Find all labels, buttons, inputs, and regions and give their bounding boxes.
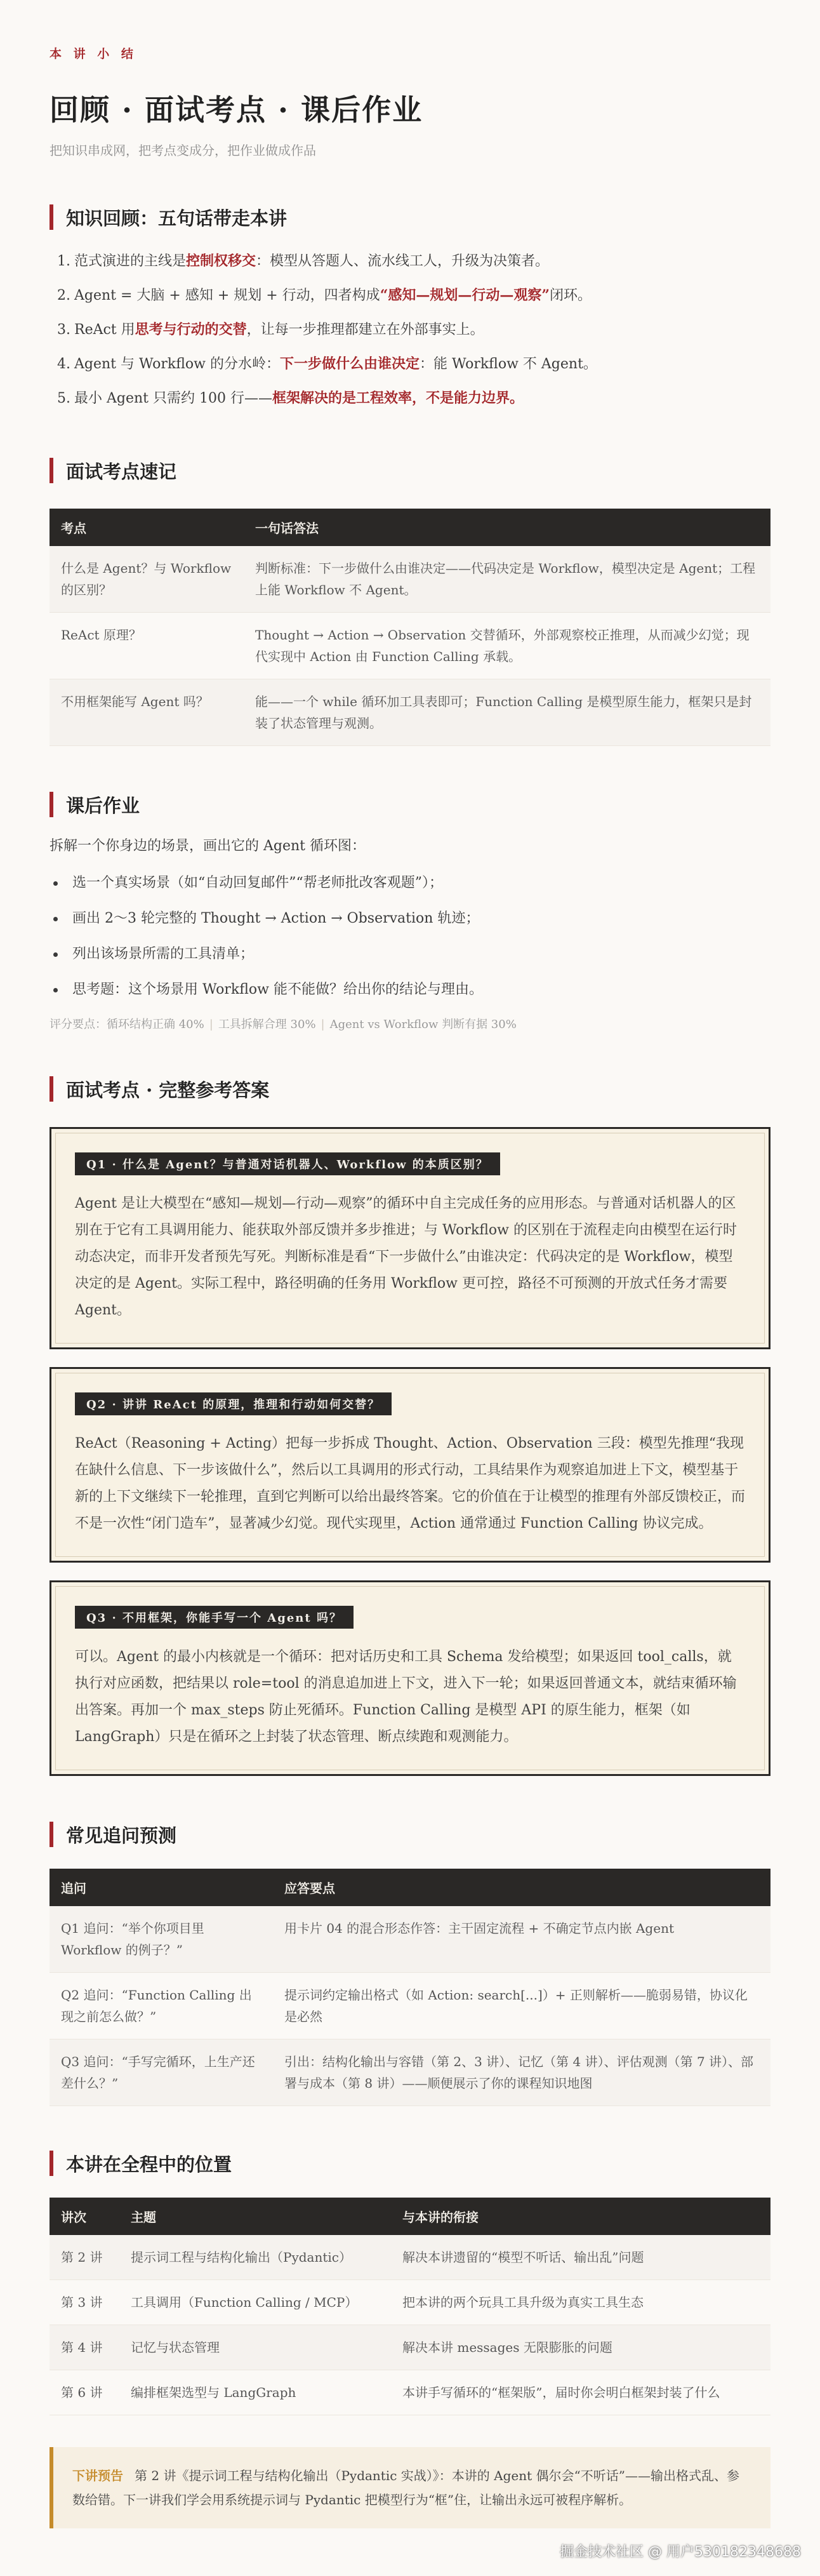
table-row <box>50 679 770 746</box>
answer-text: Agent 是让大模型在“感知—规划—行动—观察”的循环中自主完成任务的应用形态。与普通对话机器人的区别在于它有工具调用能力、能获取外部反馈并多步推进；与 Workflow 的区别在于流程走向由模型在运行时动态决定，而非开发者预先写死。判断标准是看“下一步做什么”由谁决定：代码决定的是 Workflow，模型决定的是 Agent。实际工程中，路径明确的任务用 Workflow 更可控，路径不可预测的开放式任务才需要 Agent。 <box>75 1196 737 1318</box>
question-tag: Q2 · 讲讲 ReAct 的原理，推理和行动如何交替？ <box>75 1392 392 1415</box>
list-item: 列出该场景所需的工具清单； <box>72 944 770 964</box>
column-header: 与本讲的衔接 <box>391 2198 770 2235</box>
table-cell: 编排框架选型与 LangGraph <box>119 2370 391 2415</box>
table-cell: Q2 追问：“Function Calling 出现之前怎么做？” <box>50 1973 273 2039</box>
table-row <box>50 2370 770 2415</box>
table-cell: 能——一个 while 循环加工具表即可；Function Calling 是模型原生能力，框架只是封装了状态管理与观测。 <box>244 679 770 746</box>
page-title: 回顾 · 面试考点 · 课后作业 <box>50 93 423 127</box>
table-cell: 第 2 讲 <box>50 2235 119 2280</box>
table-cell: 第 6 讲 <box>50 2370 119 2415</box>
table-row <box>50 1906 770 1973</box>
question-tag: Q3 · 不用框架，你能手写一个 Agent 吗？ <box>75 1606 354 1629</box>
table-row <box>50 2235 770 2280</box>
eyebrow-label: 本 讲 小 结 <box>50 47 137 61</box>
list-item: 2. Agent = 大脑 + 感知 + 规划 + 行动，四者构成“感知—规划—行动—观察”闭环。 <box>57 287 592 304</box>
table-row <box>50 613 770 679</box>
list-item: 3. ReAct 用思考与行动的交替，让每一步推理都建立在外部事实上。 <box>57 321 484 338</box>
scoring-note: 评分要点：循环结构正确 40% | 工具拆解合理 30% | Agent vs Workflow 判断有据 30% <box>50 1018 517 1031</box>
homework-list <box>50 873 770 1000</box>
table-cell: 记忆与状态管理 <box>119 2325 391 2370</box>
watermark: 掘金技术社区 @ 用户530182348688 <box>560 2544 801 2560</box>
table-row <box>50 1973 770 2039</box>
position-section-title: 本讲在全程中的位置 <box>50 2151 770 2176</box>
answer-text: ReAct（Reasoning + Acting）把每一步拆成 Thought、Action、Observation 三段：模型先推理“我现在缺什么信息、下一步该做什么”，然后以工具调用的形式行动，工具结果作为观察追加进上下文，模型基于新的上下文继续下一轮推理，直到它判断可以给出最终答案。它的价值在于让模型的推理有外部反馈校正，而不是一次性“闭门造车”，显著减少幻觉。现代实现里，Action 通常通过 Function Calling 协议完成。 <box>75 1436 746 1532</box>
table-cell: 解决本讲 messages 无限膨胀的问题 <box>391 2325 770 2370</box>
list-item: 画出 2～3 轮完整的 Thought → Action → Observation 轨迹； <box>72 909 770 929</box>
recap-section-title: 知识回顾：五句话带走本讲 <box>50 204 770 230</box>
table-cell: 什么是 Agent？与 Workflow 的区别？ <box>50 546 244 613</box>
page-subtitle: 把知识串成网，把考点变成分，把作业做成作品 <box>50 143 316 158</box>
list-item: 5. 最小 Agent 只需约 100 行——框架解决的是工程效率，不是能力边界。 <box>57 390 524 406</box>
answer-card-q2 <box>50 1367 770 1563</box>
table-cell: 提示词工程与结构化输出（Pydantic） <box>119 2235 391 2280</box>
table-cell: 提示词约定输出格式（如 Action: search[...]）+ 正则解析——脆弱易错，协议化是必然 <box>273 1973 770 2039</box>
table-cell: Q3 追问：“手写完循环，上生产还差什么？” <box>50 2039 273 2106</box>
followups-table <box>50 1869 770 2106</box>
answer-card-q3 <box>50 1580 770 1776</box>
column-header: 一句话答法 <box>244 509 770 546</box>
table-cell: 解决本讲遗留的“模型不听话、输出乱”问题 <box>391 2235 770 2280</box>
table-cell: 判断标准：下一步做什么由谁决定——代码决定是 Workflow，模型决定是 Agent；工程上能 Workflow 不 Agent。 <box>244 546 770 613</box>
table-row <box>50 2280 770 2325</box>
position-table <box>50 2198 770 2415</box>
table-row <box>50 546 770 613</box>
column-header: 考点 <box>50 509 244 546</box>
table-cell: ReAct 原理？ <box>50 613 244 679</box>
table-cell: 第 4 讲 <box>50 2325 119 2370</box>
answer-card-q1 <box>50 1127 770 1349</box>
homework-intro: 拆解一个你身边的场景，画出它的 Agent 循环图： <box>50 838 366 854</box>
table-cell: Q1 追问：“举个你项目里 Workflow 的例子？” <box>50 1906 273 1973</box>
list-item: 思考题：这个场景用 Workflow 能不能做？给出你的结论与理由。 <box>72 980 770 1000</box>
column-header: 追问 <box>50 1869 273 1906</box>
list-item: 4. Agent 与 Workflow 的分水岭：下一步做什么由谁决定：能 Workflow 不 Agent。 <box>57 356 597 372</box>
answers-section-title: 面试考点 · 完整参考答案 <box>50 1076 770 1102</box>
table-cell: 把本讲的两个玩具工具升级为真实工具生态 <box>391 2280 770 2325</box>
answer-text: 可以。Agent 的最小内核就是一个循环：把对话历史和工具 Schema 发给模型；如果返回 tool_calls，就执行对应函数，把结果以 role=tool 的消息追加进上下文，进入下一轮；如果返回普通文本，就结束循环输出答案。再加一个 max_steps 防止死循环。Function Calling 是模型 API 的原生能力，框架（如 LangGraph）只是在循环之上封装了状态管理、断点续跑和观测能力。 <box>75 1649 737 1745</box>
table-row <box>50 2039 770 2106</box>
table-cell: 第 3 讲 <box>50 2280 119 2325</box>
interview-section-title: 面试考点速记 <box>50 458 770 483</box>
table-cell: 工具调用（Function Calling / MCP） <box>119 2280 391 2325</box>
question-tag: Q1 · 什么是 Agent？与普通对话机器人、Workflow 的本质区别？ <box>75 1152 500 1175</box>
table-cell: 引出：结构化输出与容错（第 2、3 讲）、记忆（第 4 讲）、评估观测（第 7 讲）、部署与成本（第 8 讲）——顺便展示了你的课程知识地图 <box>273 2039 770 2106</box>
homework-section-title: 课后作业 <box>50 792 770 817</box>
preview-text: 第 2 讲《提示词工程与结构化输出（Pydantic 实战）》：本讲的 Agent 偶尔会“不听话”——输出格式乱、参数给错。下一讲我们学会用系统提示词与 Pydantic 把模型行为“框”住，让输出永远可被程序解析。 <box>72 2468 739 2507</box>
table-cell: Thought → Action → Observation 交替循环，外部观察校正推理，从而减少幻觉；现代实现中 Action 由 Function Calling 承载。 <box>244 613 770 679</box>
table-row <box>50 2325 770 2370</box>
column-header: 主题 <box>119 2198 391 2235</box>
table-cell: 用卡片 04 的混合形态作答：主干固定流程 + 不确定节点内嵌 Agent <box>273 1906 770 1973</box>
followups-section-title: 常见追问预测 <box>50 1822 770 1847</box>
list-item: 1. 范式演进的主线是控制权移交：模型从答题人、流水线工人，升级为决策者。 <box>57 253 550 269</box>
interview-table <box>50 509 770 746</box>
table-cell: 不用框架能写 Agent 吗？ <box>50 679 244 746</box>
next-lesson-preview <box>50 2447 770 2528</box>
preview-label: 下讲预告 <box>72 2468 123 2483</box>
table-cell: 本讲手写循环的“框架版”，届时你会明白框架封装了什么 <box>391 2370 770 2415</box>
list-item: 选一个真实场景（如“自动回复邮件”“帮老师批改客观题”）； <box>72 873 770 893</box>
column-header: 讲次 <box>50 2198 119 2235</box>
recap-list <box>50 251 770 408</box>
column-header: 应答要点 <box>273 1869 770 1906</box>
